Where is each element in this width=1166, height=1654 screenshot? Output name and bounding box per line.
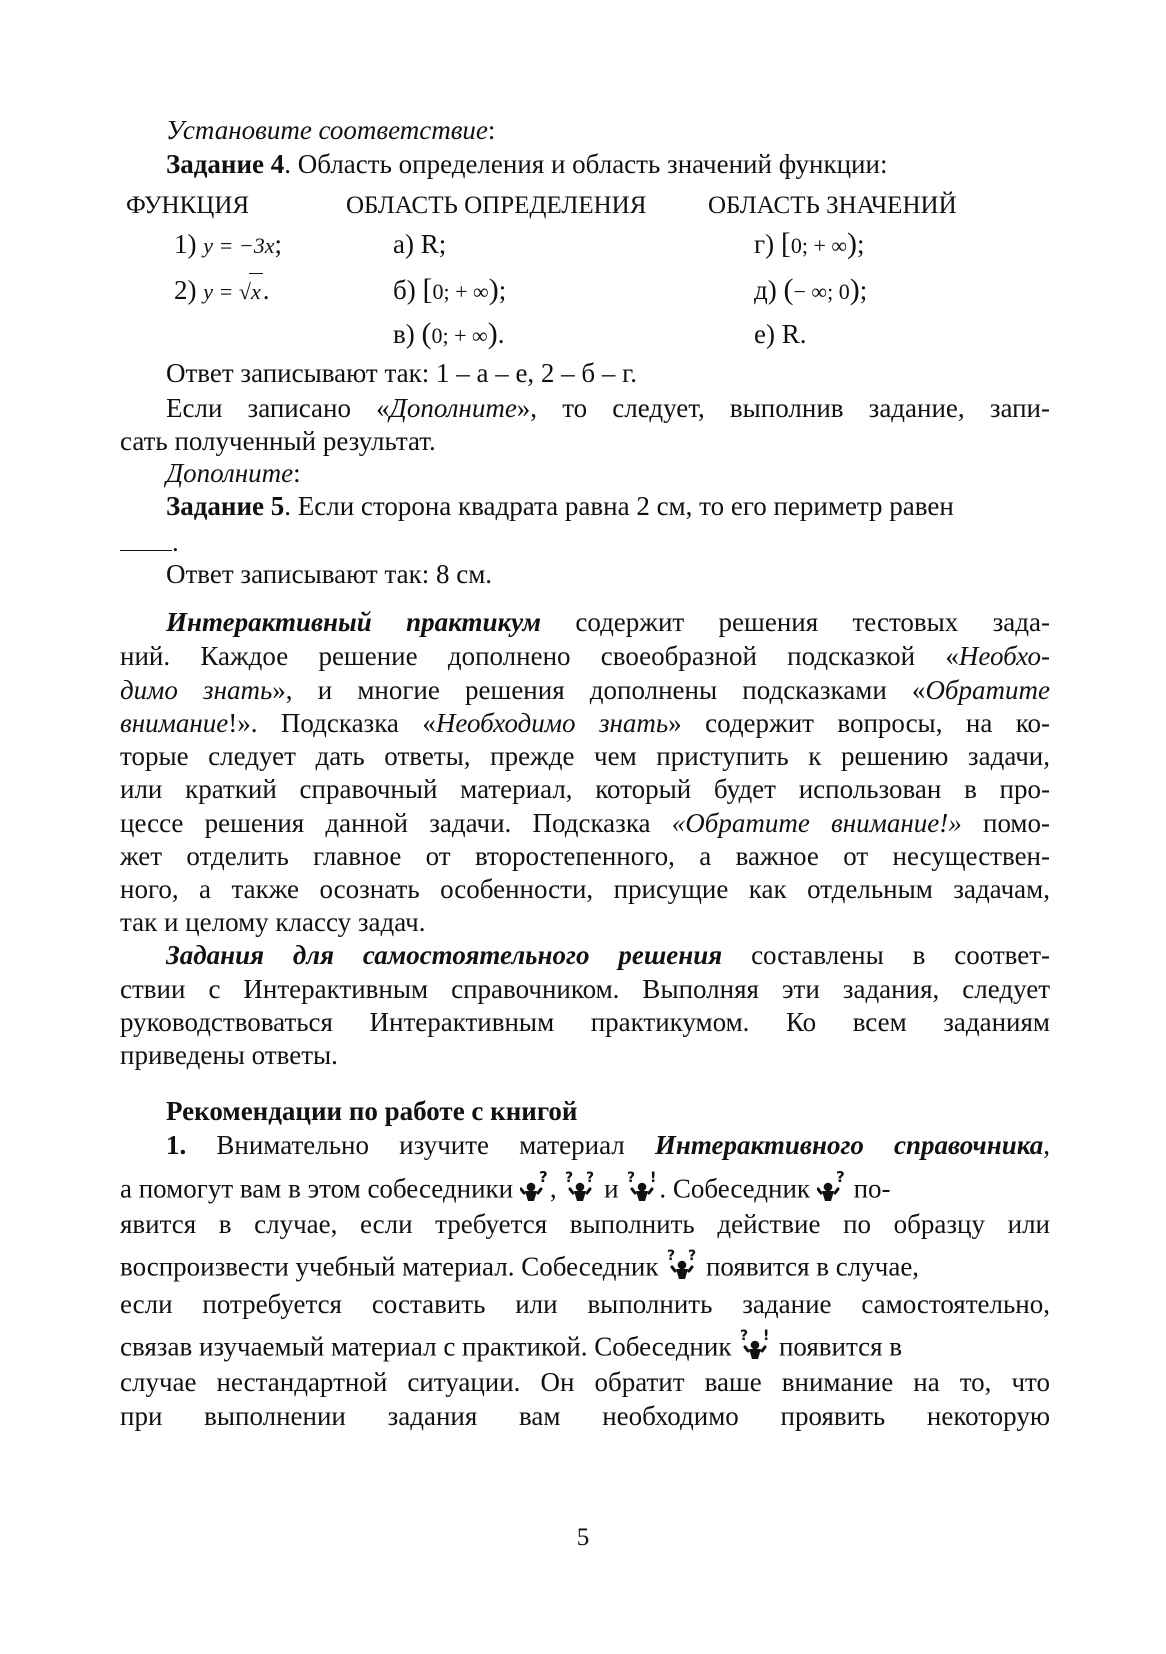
svg-text:?: ? <box>565 1170 574 1186</box>
recommendations-line2: а помогут вам в этом собеседники ? , ? ? и ? ! . Собеседник ? по- <box>120 1170 1050 1208</box>
range-e: е) R. <box>754 319 807 349</box>
domain-a: а) R; <box>393 229 447 259</box>
practicum-line2: ний. Каждое решение дополнено своеобразной подсказкой «Необхо- <box>120 641 1050 671</box>
svg-text:!: ! <box>650 1170 657 1186</box>
svg-text:?: ? <box>667 1248 676 1264</box>
table-header-range: ОБЛАСТЬ ЗНАЧЕНИЙ <box>708 192 957 219</box>
selfwork-line3: руководствоваться Интерактивным практикумом. Ко всем заданиям <box>120 1007 1050 1037</box>
svg-text:?: ? <box>835 1170 845 1186</box>
task4-title: Задание 4. Область определения и область значений функции: <box>166 149 888 179</box>
svg-text:?: ? <box>740 1328 749 1344</box>
task5-blank: . <box>120 524 1050 560</box>
selfwork-line1: Задания для самостоятельного решения составлены в соответ- <box>166 940 1051 970</box>
practicum-line6: или краткий справочный материал, который будет использован в про- <box>120 774 1050 804</box>
practicum-line4: внимание!». Подсказка «Необходимо знать» содержит вопросы, на ко- <box>120 708 1051 738</box>
task5-title: Задание 5. Если сторона квадрата равна 2 см, то его периметр равен <box>166 491 954 521</box>
selfwork-line2: ствии с Интерактивным справочником. Выполняя эти задания, следует <box>120 974 1050 1004</box>
fill-note-line1: Если записано «Дополните», то следует, выполнив задание, запи- <box>166 393 1050 423</box>
svg-text:?: ? <box>586 1170 595 1186</box>
selfwork-line4: приведены ответы. <box>120 1040 338 1070</box>
person-double-question-icon <box>665 1248 699 1291</box>
answer-blank <box>120 528 172 551</box>
recommendations-line5: если потребуется составить или выполнить задание самостоятельно, <box>120 1289 1050 1319</box>
recommendations-heading: Рекомендации по работе с книгой <box>166 1096 578 1126</box>
practicum-line8: жет отделить главное от второстепенного, а важное от несуществен- <box>120 841 1050 871</box>
task5-answer: Ответ записывают так: 8 см. <box>166 559 493 589</box>
function-2: 2) y = √x. <box>174 272 269 310</box>
practicum-line7: цессе решения данной задачи. Подсказка «Обратите внимание!» помо- <box>120 808 1051 838</box>
task5-intro: Дополните: <box>166 458 301 488</box>
fill-note-line2: сать полученный результат. <box>120 426 436 456</box>
recommendations-line1: 1. Внимательно изучите материал Интерактивного справочника, <box>166 1130 1051 1160</box>
practicum-line3: димо знать», и многие решения дополнены подсказками «Обратите <box>120 675 1050 705</box>
domain-c: в) (0; + ∞). <box>393 317 505 350</box>
task4-intro: Установите соответствие: <box>166 115 496 145</box>
range-g: г) [0; + ∞); <box>754 227 865 260</box>
range-d: д) (− ∞; 0); <box>754 273 868 306</box>
practicum-line5: торые следует дать ответы, прежде чем приступить к решению задачи, <box>120 741 1050 771</box>
svg-text:?: ? <box>627 1170 636 1186</box>
table-header-function: ФУНКЦИЯ <box>126 192 250 219</box>
practicum-line10: так и целому классу задач. <box>120 907 426 937</box>
svg-text:!: ! <box>763 1328 770 1344</box>
recommendations-line4: воспроизвести учебный материал. Собеседник ? ? появится в случае, <box>120 1248 1050 1286</box>
table-header-domain: ОБЛАСТЬ ОПРЕДЕЛЕНИЯ <box>346 192 647 219</box>
svg-text:?: ? <box>688 1248 697 1264</box>
svg-text:?: ? <box>538 1170 548 1186</box>
recommendations-line3: явится в случае, если требуется выполнить действие по образцу или <box>120 1209 1050 1239</box>
recommendations-line6: связав изучаемый материал с практикой. Собеседник ? ! появится в <box>120 1328 1050 1366</box>
page-number: 5 <box>576 1524 590 1551</box>
practicum-line1: Интерактивный практикум содержит решения тестовых зада- <box>166 607 1051 637</box>
domain-b: б) [0; + ∞); <box>393 273 507 306</box>
recommendations-line8: при выполнении задания вам необходимо проявить некоторую <box>120 1401 1050 1431</box>
practicum-line9: ного, а также осознать особенности, присущие как отдельным задачам, <box>120 874 1050 904</box>
task4-answer: Ответ записывают так: 1 – а – е, 2 – б – г. <box>166 358 637 388</box>
function-1: 1) y = −3x; <box>174 229 282 259</box>
recommendations-line7: случае нестандартной ситуации. Он обратит ваше внимание на то, что <box>120 1367 1050 1397</box>
